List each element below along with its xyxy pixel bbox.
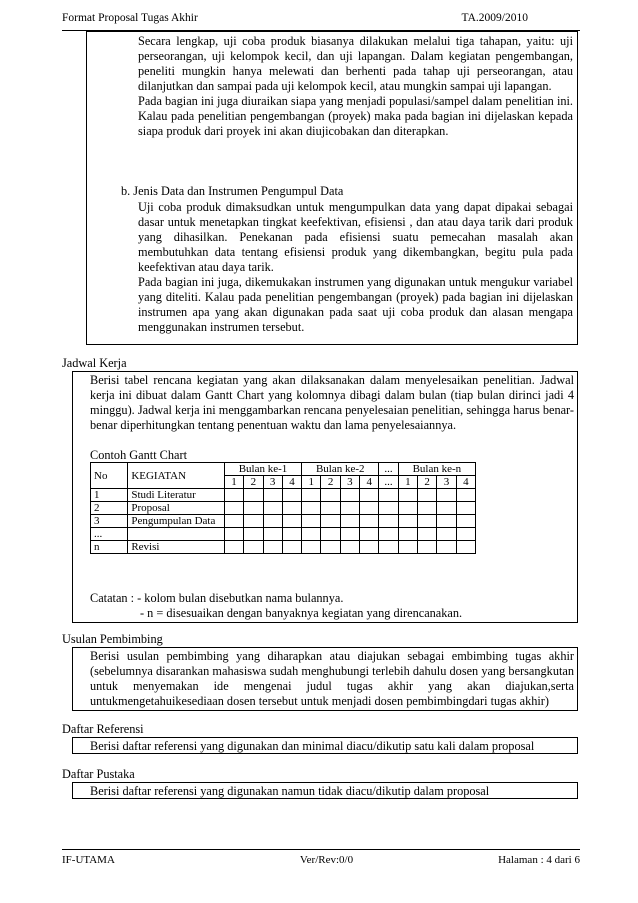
paragraph-instrumen: Pada bagian ini juga, dikemukakan instrumen yang digunakan untuk mengukur variabel yang diteliti. Kalau pada penelitian pengembangan (proyek) pada bagian ini dijelaskan instrumen apa yang akan digunakan pada saat uji coba produk dan alasan mengapa menggunakan instrumen tersebut. <box>138 275 573 334</box>
paragraph-populasi-sampel: Pada bagian ini juga diuraikan siapa yang menjadi populasi/sampel dalam penelitian ini. Kalau pada penelitian pengembangan (proyek) maka pada bagian ini dijelaskan kepada siapa produk dari proyek ini akan diujicobakan dan diterapkan. <box>138 94 573 138</box>
jadwal-box <box>72 371 578 623</box>
usulan-box <box>72 647 578 711</box>
jadwal-paragraph: Berisi tabel rencana kegiatan yang akan dilaksanakan dalam menyelesaikan penelitian. Jadwal kerja ini dibuat dalam Gantt Chart yang kolomnya dibagi dalam bulan (tiap bulan dirinci jadi 4 minggu). Jadwal kerja ini menggambarkan rencana penyelesaian penelitian, sehingga harus benar-benar diperhitungkan tentang penentuan waktu dan lama penyelesaiannya. <box>90 373 574 432</box>
page-header <box>62 12 580 31</box>
catatan-line-1: Catatan : - kolom bulan disebutkan nama bulannya. <box>90 591 344 605</box>
referensi-box <box>72 737 578 754</box>
table-row <box>91 528 476 541</box>
week-header: 2 <box>244 476 263 489</box>
top-content-box <box>86 31 578 345</box>
usulan-paragraph: Berisi usulan pembimbing yang diharapkan atau diajukan sebagai embimbing tugas akhir (sebelumnya disarankan mahasiswa sudah menghubungi terlebih dahulu dosen yang bersangkutan untuk menyemakan ide mengenai judul tugas akhir yang akan diajukan,serta untukmengetahuikesediaan dosen tersebut untuk menjadi dosen pembimbingdari tugas akhir) <box>90 649 574 708</box>
pustaka-box <box>72 782 578 799</box>
week-header: 4 <box>282 476 301 489</box>
footer-org: IF-UTAMA <box>62 854 115 866</box>
week-header: 2 <box>418 476 437 489</box>
section-title-jadwal: Jadwal Kerja <box>62 356 127 370</box>
week-header: 2 <box>321 476 340 489</box>
table-row <box>91 541 476 554</box>
week-header: 3 <box>263 476 282 489</box>
month-header: ... <box>379 463 398 476</box>
footer-version: Ver/Rev:0/0 <box>299 854 354 866</box>
academic-year: TA.2009/2010 <box>461 12 528 24</box>
referensi-paragraph: Berisi daftar referensi yang digunakan dan minimal diacu/dikutip satu kali dalam proposal <box>90 739 535 753</box>
row-kegiatan: Revisi <box>128 541 225 554</box>
row-kegiatan: Proposal <box>128 502 225 515</box>
week-header: 4 <box>456 476 475 489</box>
row-no: 3 <box>91 515 128 528</box>
week-header: ... <box>379 476 398 489</box>
gantt-caption: Contoh Gantt Chart <box>90 448 188 462</box>
paragraph-uji-coba-data: Uji coba produk dimaksudkan untuk mengumpulkan data yang dapat dipakai sebagai dasar untuk menetapkan tingkat keefektivan, efisiensi , dan atau daya tarik dari produk yang dihasilkan. Penekanan pada efisiensi suatu pemecahan masalah akan membutuhkan data tentang efisiensi produk yang dikembangkan, begitu pula pada keefektivan atau daya tarik. <box>138 200 573 274</box>
pustaka-paragraph: Berisi daftar referensi yang digunakan namun tidak diacu/dikutip dalam proposal <box>90 784 490 798</box>
item-b-heading: b. Jenis Data dan Instrumen Pengumpul Data <box>121 184 344 198</box>
page-footer <box>62 849 580 866</box>
section-title-pustaka: Daftar Pustaka <box>62 767 135 781</box>
row-no: 2 <box>91 502 128 515</box>
row-no: 1 <box>91 489 128 502</box>
month-header: Bulan ke-n <box>398 463 475 476</box>
month-header: Bulan ke-1 <box>224 463 301 476</box>
table-row <box>91 515 476 528</box>
row-no: n <box>91 541 128 554</box>
week-header: 4 <box>360 476 379 489</box>
week-header: 1 <box>302 476 321 489</box>
footer-page: Halaman : 4 dari 6 <box>498 854 580 866</box>
catatan-line-2: - n = disesuaikan dengan banyaknya kegiatan yang direncanakan. <box>140 606 463 620</box>
gantt-table <box>90 462 476 554</box>
week-header: 3 <box>437 476 456 489</box>
paragraph-uji-coba-tahapan: Secara lengkap, uji coba produk biasanya dilakukan melalui tiga tahapan, yaitu: uji perseorangan, uji kelompok kecil, dan uji lapangan. Dalam kegiatan pengembangan, peneliti mungkin hanya melewati dan berhenti pada tahap uji perseorangan, atau dilanjutkan dan sampai pada uji kelompok kecil, atau mungkin sampai uji lapangan. <box>138 34 573 93</box>
row-kegiatan <box>128 528 225 541</box>
week-header: 1 <box>398 476 417 489</box>
section-title-referensi: Daftar Referensi <box>62 722 144 736</box>
col-header-kegiatan: KEGIATAN <box>128 463 225 489</box>
col-header-no: No <box>91 463 128 489</box>
row-no: ... <box>91 528 128 541</box>
table-row <box>91 502 476 515</box>
section-title-usulan: Usulan Pembimbing <box>62 632 163 646</box>
row-kegiatan: Studi Literatur <box>128 489 225 502</box>
month-header: Bulan ke-2 <box>302 463 379 476</box>
row-kegiatan: Pengumpulan Data <box>128 515 225 528</box>
doc-title: Format Proposal Tugas Akhir <box>62 12 198 24</box>
table-row <box>91 489 476 502</box>
week-header: 3 <box>340 476 359 489</box>
week-header: 1 <box>224 476 243 489</box>
